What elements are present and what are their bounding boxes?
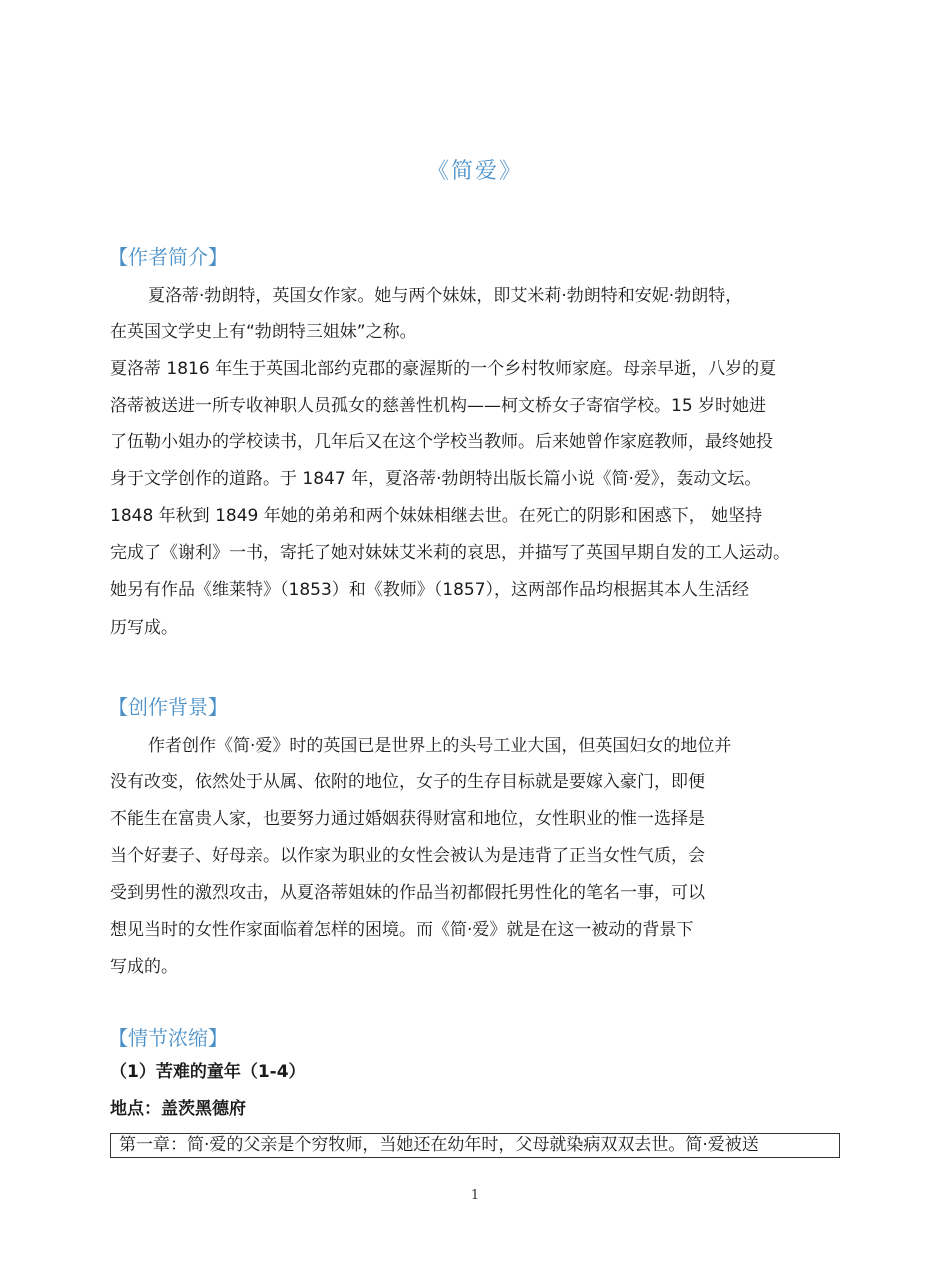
author-line: 洛蒂被送进一所专收神职人员孤女的慈善性机构——柯文桥女子寄宿学校。15 岁时她进 <box>110 396 767 416</box>
author-line: 身于文学创作的道路。于 1847 年，夏洛蒂·勃朗特出版长篇小说《简·爱》，轰动文坛。 <box>110 469 762 489</box>
plot-location: 地点：盖茨黑德府 <box>110 1099 246 1119</box>
background-heading: 【创作背景】 <box>108 695 228 719</box>
author-line: 完成了《谢利》一书，寄托了她对妹妹艾米莉的哀思，并描写了英国早期自发的工人运动。 <box>110 543 790 563</box>
background-line: 作者创作《简·爱》时的英国已是世界上的头号工业大国，但英国妇女的地位并 <box>148 736 732 756</box>
author-line: 在英国文学史上有“勃朗特三姐妹”之称。 <box>110 322 417 342</box>
background-line: 想见当时的女性作家面临着怎样的困境。而《简·爱》就是在这一被动的背景下 <box>110 920 694 940</box>
author-line: 1848 年秋到 1849 年她的弟弟和两个妹妹相继去世。在死亡的阴影和困惑下， 她坚持 <box>110 506 763 526</box>
author-line: 夏洛蒂·勃朗特，英国女作家。她与两个妹妹，即艾米莉·勃朗特和安妮·勃朗特， <box>148 286 743 306</box>
background-line: 不能生在富贵人家，也要努力通过婚姻获得财富和地位，女性职业的惟一选择是 <box>110 809 705 829</box>
plot-subheading: （1）苦难的童年（1-4） <box>110 1062 306 1082</box>
chapter-summary-box: 第一章：简·爱的父亲是个穷牧师，当她还在幼年时，父母就染病双双去世。简·爱被送 <box>110 1133 840 1158</box>
author-heading: 【作者简介】 <box>108 245 228 269</box>
background-line: 当个好妻子、好母亲。以作家为职业的女性会被认为是违背了正当女性气质，会 <box>110 846 705 866</box>
author-line: 了伍勒小姐办的学校读书，几年后又在这个学校当教师。后来她曾作家庭教师，最终她投 <box>110 432 773 452</box>
page-number: 1 <box>470 1188 480 1203</box>
author-line: 夏洛蒂 1816 年生于英国北部约克郡的豪渥斯的一个乡村牧师家庭。母亲早逝，八岁的夏 <box>110 359 777 379</box>
plot-heading: 【情节浓缩】 <box>108 1026 228 1050</box>
author-line: 她另有作品《维莱特》（1853）和《教师》（1857），这两部作品均根据其本人生活经 <box>110 580 750 600</box>
background-line: 写成的。 <box>110 957 178 977</box>
author-line: 历写成。 <box>110 618 178 638</box>
document-title: 《简爱》 <box>426 159 523 184</box>
background-line: 没有改变，依然处于从属、依附的地位，女子的生存目标就是要嫁入豪门，即便 <box>110 772 705 792</box>
background-line: 受到男性的激烈攻击，从夏洛蒂姐妹的作品当初都假托男性化的笔名一事，可以 <box>110 883 705 903</box>
